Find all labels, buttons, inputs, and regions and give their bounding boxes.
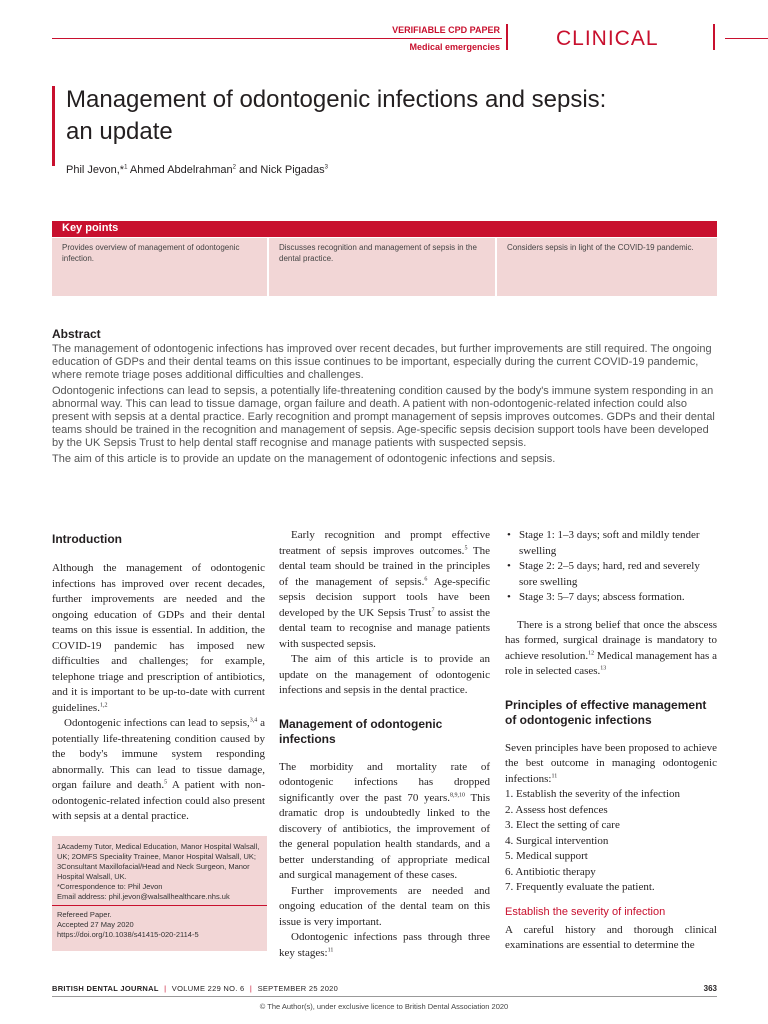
list-item: • Stage 3: 5–7 days; abscess formation.	[505, 590, 717, 606]
column-2	[279, 528, 490, 961]
principles-list	[505, 787, 717, 896]
intro-paragraph-1: Although the management of odontogenic infections has improved over recent decades, further improvements are needed and the ongoing education of GDPs and their dental teams on this issue is essential. In addition, the COVID-19 pandemic has imposed new difficulties and challenges; for example, telephone triage and prescription of antibiotics, and it is important to be up-to-date with current guidelines.$^{1,2}$	[52, 562, 265, 714]
correspondence: *Correspondence to: Phil Jevon	[57, 882, 163, 891]
list-item: 7. Frequently evaluate the patient.	[505, 881, 655, 893]
key-point-2: Discusses recognition and management of sepsis in the dental practice.	[269, 238, 495, 296]
list-item: 1. Establish the severity of the infection	[505, 788, 681, 800]
col3-paragraph-1: There is a strong belief that once the abscess has formed, surgical drainage is mandatory to achieve resolution.$^{12}$ Medical management has a role in selected cases.$^{13}$	[505, 618, 717, 677]
header-rule-left	[52, 38, 502, 39]
col2-paragraph-1: Early recognition and prompt effective treatment of sepsis improves outcomes.$^5$ The dental team should be trained in the principles of the management of sepsis.$^6$ Age-specific sepsis decision support tools have been developed by the UK Sepsis Trust$^7$ to assist the dental team to recognise and manage patients with suspected sepsis.	[279, 529, 490, 650]
abstract	[52, 327, 717, 469]
header-divider-2	[713, 24, 715, 50]
cpd-label: VERIFIABLE CPD PAPER	[392, 25, 500, 35]
list-item: • Stage 1: 1–3 days; soft and mildly tender swelling	[505, 528, 717, 559]
author-2: Ahmed Abdelrahman	[127, 164, 233, 176]
copyright-notice: © The Author(s), under exclusive licence to British Dental Association 2020	[259, 1002, 509, 1011]
abstract-paragraph-1: The management of odontogenic infections has improved over recent decades, but further improvements are still required. The ongoing education of GDPs and their dental teams on this issue continues to be important, especially during the current COVID-19 pandemic, where remote triage poses additional difficulties and challenges.	[52, 343, 712, 381]
key-point-1: Provides overview of management of odontogenic infection.	[52, 238, 267, 296]
article-title	[66, 84, 746, 148]
management-heading: Management of odontogenic infections	[279, 716, 443, 746]
affiliations-box	[52, 836, 267, 951]
abstract-paragraph-3: The aim of this article is to provide an update on the management of odontogenic infections and sepsis.	[52, 453, 556, 465]
stages-list	[505, 528, 717, 606]
severity-subheading: Establish the severity of infection	[505, 905, 666, 918]
col3-paragraph-3: A careful history and thorough clinical examinations are essential to determine the	[505, 923, 717, 951]
intro-paragraph-2: Odontogenic infections can lead to sepsis,$^{3,4}$ a potentially life-threatening condition caused by the body's immune system responding abnormally. This can lead to tissue damage, organ failure and death.$^5$ A patient with non-odontogenic-related infection could also present with sepsis at a dental practice.	[52, 717, 265, 822]
section-label: CLINICAL	[556, 27, 659, 50]
list-item: 4. Surgical intervention	[505, 834, 609, 847]
list-item: 5. Medical support	[505, 850, 588, 862]
footer-journal-info: BRITISH DENTAL JOURNAL | VOLUME 229 NO. 6 | SEPTEMBER 25 2020	[52, 984, 339, 993]
header-rule-right	[725, 38, 768, 39]
key-points-header: Key points	[52, 221, 717, 237]
column-1	[52, 528, 265, 825]
title-bar	[52, 86, 55, 166]
title-line-2: an update	[66, 118, 173, 145]
principles-heading: Principles of effective management of odontogenic infections	[505, 697, 707, 727]
doi-link[interactable]: https://doi.org/10.1038/s41415-020-2114-5	[57, 930, 199, 939]
introduction-heading: Introduction	[52, 532, 122, 546]
affiliations-divider	[52, 905, 267, 906]
list-item: • Stage 2: 2–5 days; hard, red and severely sore swelling	[505, 559, 717, 590]
accepted-date: Accepted 27 May 2020	[57, 920, 134, 929]
affiliations-text: 1Academy Tutor, Medical Education, Manor Hospital Walsall, UK; 2OMFS Speciality Trainee, Manor Hospital Walsall, UK; 3Consultant Maxillofacial/Head and Neck Surgeon, Manor Hospital Walsall, UK.	[57, 842, 260, 881]
author-3: and Nick Pigadas	[235, 164, 325, 176]
journal-name: BRITISH DENTAL JOURNAL	[52, 984, 159, 993]
refereed-label: Refereed Paper.	[57, 910, 112, 919]
list-item: 2. Assess host defences	[505, 803, 608, 816]
footer-rule	[52, 996, 717, 997]
col2-paragraph-5: Odontogenic infections pass through three key stages:$^{11}$	[279, 931, 490, 959]
column-3	[505, 528, 717, 954]
col2-paragraph-2: The aim of this article is to provide an update on the management of odontogenic infections and sepsis in the dental practice.	[279, 653, 490, 696]
category-label: Medical emergencies	[409, 42, 500, 52]
email-address[interactable]: Email address: phil.jevon@walsallhealthcare.nhs.uk	[57, 892, 230, 901]
col3-paragraph-2: Seven principles have been proposed to achieve the best outcome in managing odontogenic infections:$^{11}$	[505, 741, 717, 785]
header-divider-1	[506, 24, 508, 50]
col2-paragraph-4: Further improvements are needed and ongoing education of the dental team on this issue is very important.	[279, 884, 490, 928]
abstract-heading: Abstract	[52, 327, 101, 341]
abstract-paragraph-2: Odontogenic infections can lead to sepsis, a potentially life-threatening condition caused by the body's immune system responding in an abnormal way. This can lead to tissue damage, organ failure and death. A patient with non-odontogenic-related infection could also present with sepsis at a dental practice. Early recognition and prompt management of sepsis improves outcomes. GDPs and their dental teams should be trained in the recognition and management of sepsis. Age-specific sepsis decision support tools have been developed by the UK Sepsis Trust to help dental staff recognise and manage patients with suspected sepsis.	[52, 385, 715, 449]
list-item: 3. Elect the setting of care	[505, 819, 620, 831]
col2-paragraph-3: The morbidity and mortality rate of odontogenic infections has dropped significantly over the past 70 years.$^{8,9,10}$ This dramatic drop is undoubtedly linked to the discovery of antibiotics, the improvement of the general population health standards, and a better understanding of appropriate medical and surgical management of these cases.	[279, 760, 491, 881]
key-point-3: Considers sepsis in light of the COVID-19 pandemic.	[497, 238, 717, 296]
page-number: 363	[703, 984, 717, 993]
volume-issue: VOLUME 229 NO. 6	[171, 984, 245, 993]
publication-date: SEPTEMBER 25 2020	[257, 984, 339, 993]
title-line-1: Management of odontogenic infections and sepsis:	[66, 86, 607, 113]
list-item: 6. Antibiotic therapy	[505, 865, 596, 878]
author-1: Phil Jevon,*	[66, 164, 125, 176]
author-list: Phil Jevon,*$^1$ Ahmed Abdelrahman$^2$ and Nick Pigadas$^3$	[66, 164, 328, 176]
